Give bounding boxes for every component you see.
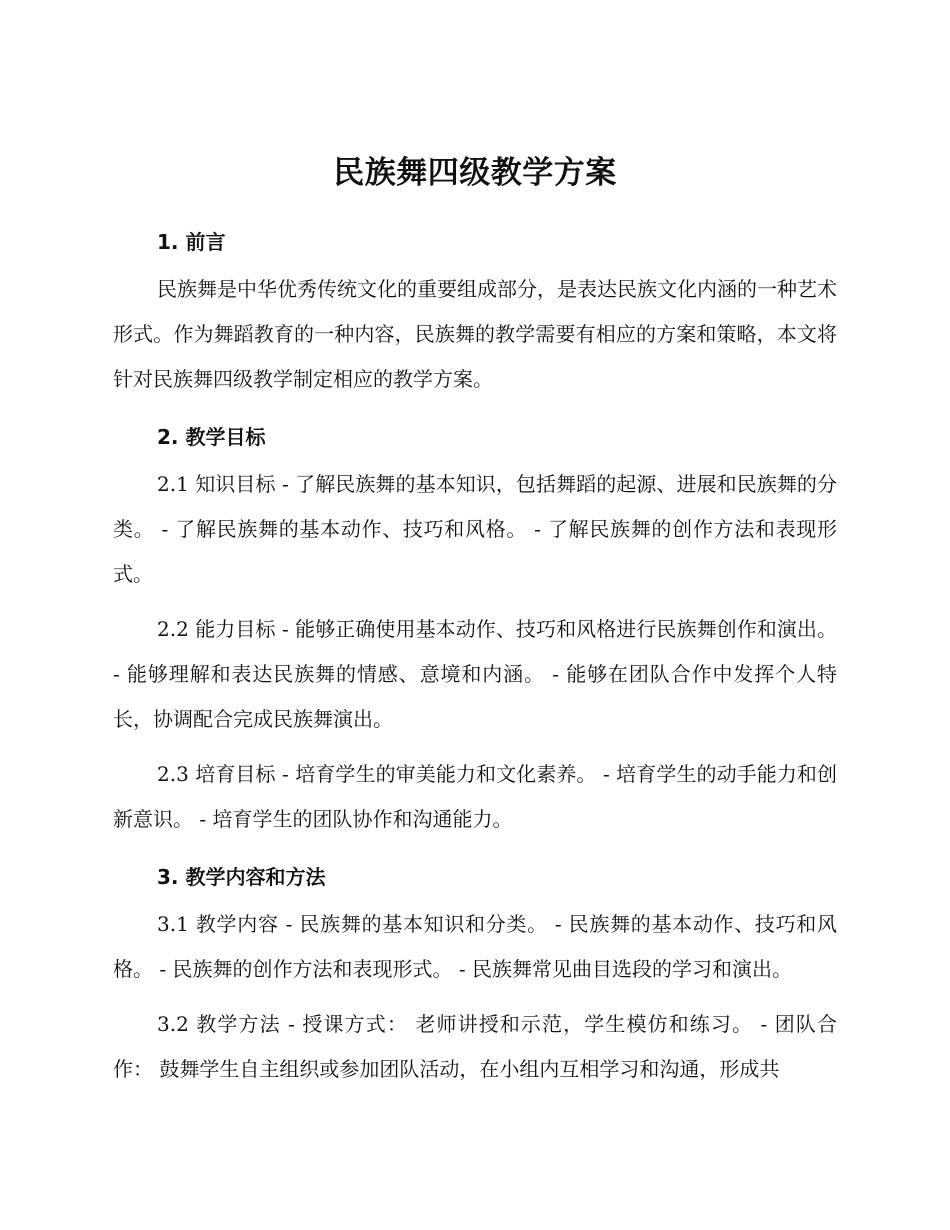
paragraph-ability-goals: 2.2 能力目标 - 能够正确使用基本动作、技巧和风格进行民族舞创作和演出。 - 能够理解和表达民族舞的情感、意境和内涵。 - 能够在团队合作中发挥个人特长，协调配合完成民族舞演出。 (113, 617, 837, 731)
paragraph-teaching-methods: 3.2 教学方法 - 授课方式： 老师讲授和示范，学生模仿和练习。 - 团队合作： 鼓舞学生自主组织或参加团队活动，在小组内互相学习和沟通，形成共 (113, 1012, 837, 1081)
section-heading-goals: 2. 教学目标 (157, 425, 266, 449)
paragraph-cultivation-goals: 2.3 培育目标 - 培育学生的审美能力和文化素养。 - 培育学生的动手能力和创新意识。 - 培育学生的团队协作和沟通能力。 (113, 762, 837, 831)
paragraph-knowledge-goals: 2.1 知识目标 - 了解民族舞的基本知识，包括舞蹈的起源、进展和民族舞的分类。 - 了解民族舞的基本动作、技巧和风格。 - 了解民族舞的创作方法和表现形式。 (113, 472, 837, 586)
paragraph-preface: 民族舞是中华优秀传统文化的重要组成部分，是表达民族文化内涵的一种艺术形式。作为舞蹈教育的一种内容，民族舞的教学需要有相应的方案和策略，本文将针对民族舞四级教学制定相应的教学方案。 (113, 277, 837, 391)
section-heading-content-methods: 3. 教学内容和方法 (157, 865, 326, 889)
section-heading-preface: 1. 前言 (157, 230, 226, 254)
paragraph-teaching-content: 3.1 教学内容 - 民族舞的基本知识和分类。 - 民族舞的基本动作、技巧和风格。 - 民族舞的创作方法和表现形式。 - 民族舞常见曲目选段的学习和演出。 (113, 912, 837, 981)
document-page (113, 150, 837, 1092)
document-title: 民族舞四级教学方案 (333, 155, 617, 191)
